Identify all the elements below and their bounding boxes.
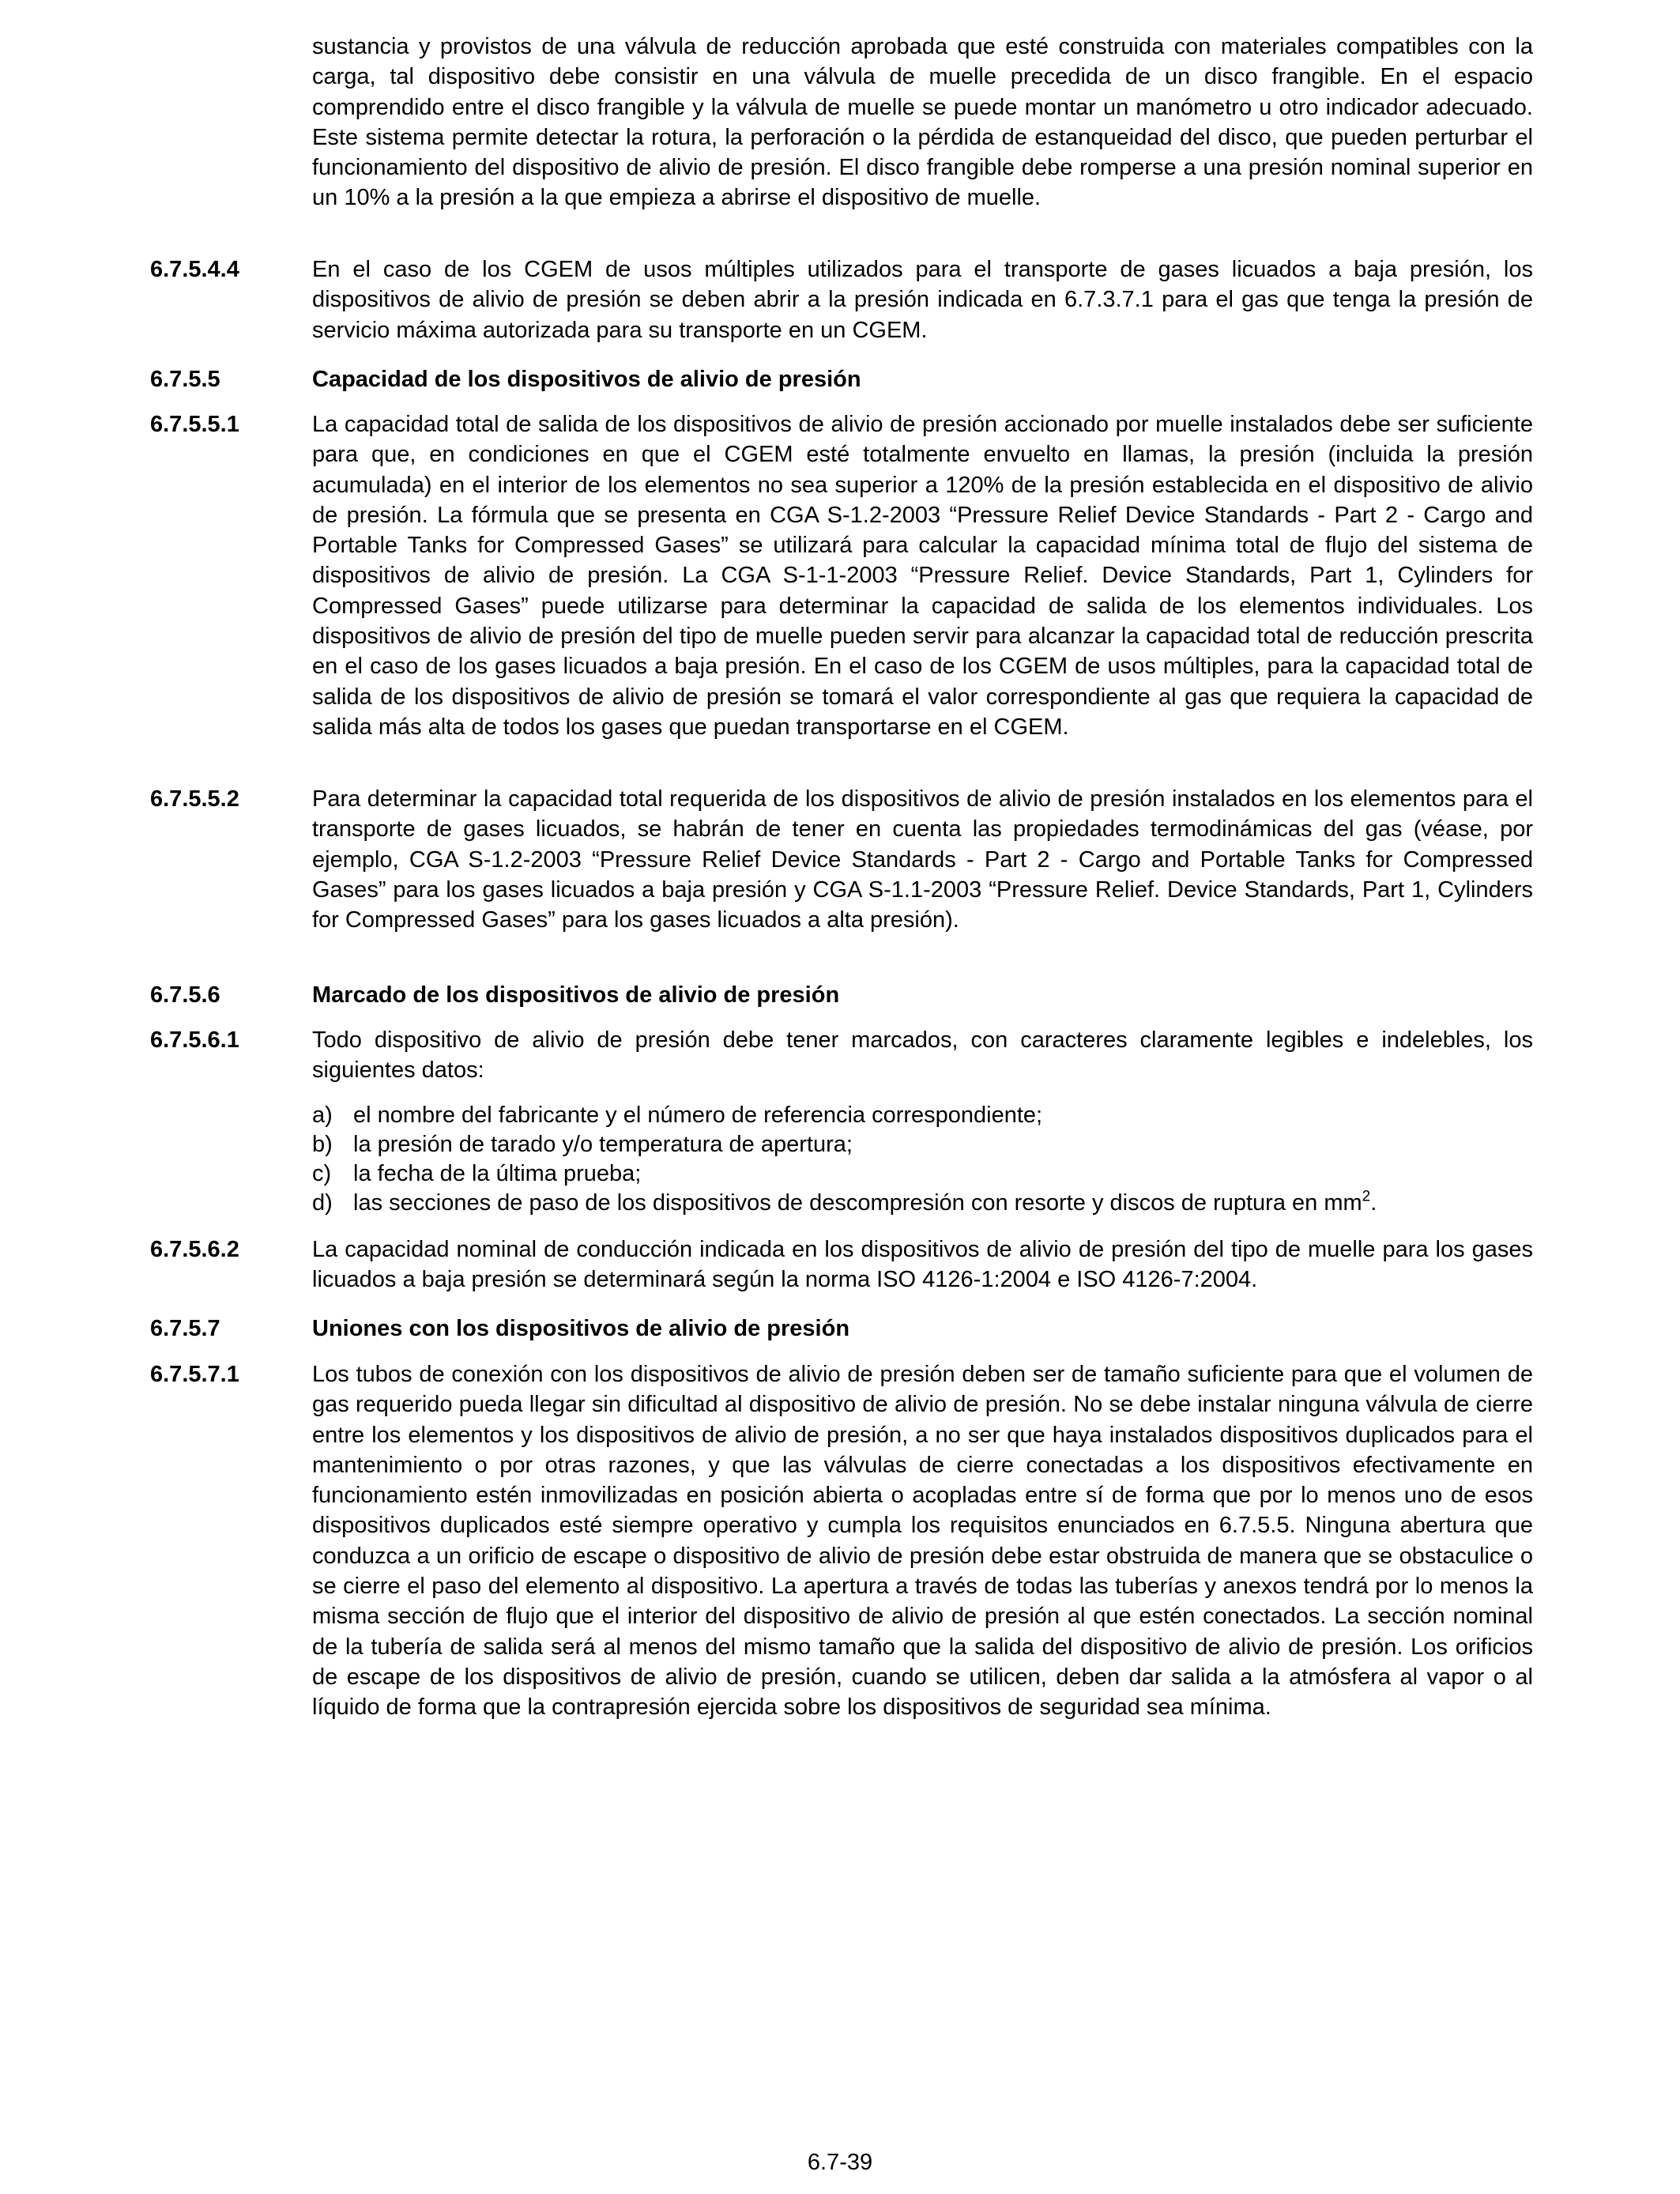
section-6-7-5-6-1 [150,1025,1533,1086]
list-marker: d) [312,1190,333,1216]
list-item-text: el nombre del fabricante y el número de referencia correspondiente; [353,1103,1043,1128]
paragraph-continuation [150,32,1533,213]
heading-6-7-5-6 [150,980,1533,1010]
section-text: En el caso de los CGEM de usos múltiples utilizados para el transporte de gases licuados a baja presión, los dispositivos de alivio de presión se deben abrir a la presión indicada en 6.7.3.7.1 para el gas que tenga la presión de servicio máxima autorizada para su transporte en un CGEM. [312,257,1533,343]
section-number: 6.7.5.5.1 [150,412,239,437]
section-6-7-5-6-2 [150,1235,1533,1295]
section-6-7-5-7-1 [150,1359,1533,1723]
list-item-text [353,1189,1533,1218]
section-text: Todo dispositivo de alivio de presión debe tener marcados, con caracteres claramente legibles e indelebles, los siguientes datos: [312,1027,1533,1084]
list-marker: b) [312,1132,333,1157]
heading-number: 6.7.5.7 [150,1316,220,1341]
list-item-text: la presión de tarado y/o temperatura de apertura; [353,1132,853,1157]
section-text: Para determinar la capacidad total requerida de los dispositivos de alivio de presión instalados en los elementos para el transporte de gases licuados, se habrán de tener en cuenta las propiedades termodinámicas del gas (véase, por ejemplo, CGA S-1.2-2003 “Pressure Relief Device Standards - Part 2 - Cargo and Portable Tanks for Compressed Gases” para los gases licuados a baja presión y CGA S-1.1-2003 “Pressure Relief. Device Standards, Part 1, Cylinders for Compressed Gases” para los gases licuados a alta presión). [312,786,1533,933]
list-marker: a) [312,1103,333,1128]
section-text: Los tubos de conexión con los dispositivos de alivio de presión deben ser de tamaño suficiente para que el volumen de gas requerido pueda llegar sin dificultad al dispositivo de alivio de presión. No se debe instalar ninguna válvula de cierre entre los elementos y los dispositivos de alivio de presión, a no ser que haya instalados dispositivos duplicados para el mantenimiento o por otras razones, y que las válvulas de cierre conectadas a los dispositivos efectivamente en funcionamiento estén inmovilizadas en posición abierta o acopladas entre sí de forma que por lo menos uno de esos dispositivos duplicados esté siempre operativo y cumpla los requisitos enunciados en 6.7.5.5. Ninguna abertura que conduzca a un orificio de escape o dispositivo de alivio de presión debe estar obstruida de manera que se obstaculice o se cierre el paso del elemento al dispositivo. La apertura a través de todas las tuberías y anexos tendrá por lo menos la misma sección de flujo que el interior del dispositivo de alivio de presión al que estén conectados. La sección nominal de la tubería de salida será al menos del mismo tamaño que la salida del dispositivo de alivio de presión. Los orificios de escape de los dispositivos de alivio de presión, cuando se utilicen, deben dar salida a la atmósfera al vapor o al líquido de forma que la contrapresión ejercida sobre los dispositivos de seguridad sea mínima. [312,1362,1533,1721]
section-number: 6.7.5.7.1 [150,1362,239,1387]
heading-6-7-5-5 [150,364,1533,394]
section-number: 6.7.5.4.4 [150,257,239,282]
list-item [312,1159,1533,1189]
superscript: 2 [1362,1188,1371,1205]
heading-number: 6.7.5.6 [150,982,220,1008]
section-number: 6.7.5.6.1 [150,1027,239,1053]
list-marker: c) [312,1161,332,1186]
section-text: La capacidad nominal de conducción indicada en los dispositivos de alivio de presión del tipo de muelle para los gases licuados a baja presión se determinará según la norma ISO 4126-1:2004 e ISO 4126-7:2004. [312,1237,1533,1293]
list-item-text-tail: . [1370,1190,1377,1216]
list-item [312,1130,1533,1159]
section-number: 6.7.5.5.2 [150,786,239,812]
section-text: La capacidad total de salida de los dispositivos de alivio de presión accionado por muelle instalados debe ser suficiente para que, en condiciones en que el CGEM esté totalmente envuelto en llamas, la presión (incluida la presión acumulada) en el interior de los elementos no sea superior a 120% de la presión establecida en el dispositivo de alivio de presión. La fórmula que se presenta en CGA S-1.2-2003 “Pressure Relief Device Standards - Part 2 - Cargo and Portable Tanks for Compressed Gases” se utilizará para calcular la capacidad mínima total de flujo del sistema de dispositivos de alivio de presión. La CGA S-1-1-2003 “Pressure Relief. Device Standards, Part 1, Cylinders for Compressed Gases” puede utilizarse para determinar la capacidad de salida de los elementos individuales. Los dispositivos de alivio de presión del tipo de muelle pueden servir para alcanzar la capacidad total de reducción prescrita en el caso de los gases licuados a baja presión. En el caso de los CGEM de usos múltiples, para la capacidad total de salida de los dispositivos de alivio de presión se tomará el valor correspondiente al gas que requiera la capacidad de salida más alta de todos los gases que puedan transportarse en el CGEM. [312,412,1533,740]
list-item-text-main: las secciones de paso de los dispositivos de descompresión con resorte y discos de ruptura en mm [353,1190,1362,1216]
list-item-text: la fecha de la última prueba; [353,1161,642,1186]
list-item [312,1101,1533,1130]
section-6-7-5-4-4 [150,254,1533,345]
section-6-7-5-5-1 [150,409,1533,742]
heading-6-7-5-7 [150,1314,1533,1344]
section-6-7-5-5-2 [150,784,1533,935]
marking-list [150,1101,1533,1218]
heading-title: Uniones con los dispositivos de alivio de presión [312,1316,850,1341]
list-item [312,1189,1533,1218]
heading-title: Marcado de los dispositivos de alivio de presión [312,982,840,1008]
heading-number: 6.7.5.5 [150,367,220,392]
section-number: 6.7.5.6.2 [150,1237,239,1262]
paragraph-text: sustancia y provistos de una válvula de reducción aprobada que esté construida con materiales compatibles con la carga, tal dispositivo debe consistir en una válvula de muelle precedida de un disco frangible. En el espacio comprendido entre el disco frangible y la válvula de muelle se puede montar un manómetro u otro indicador adecuado. Este sistema permite detectar la rotura, la perforación o la pérdida de estanqueidad del disco, que pueden perturbar el funcionamiento del dispositivo de alivio de presión. El disco frangible debe romperse a una presión nominal superior en un 10% a la presión a la que empieza a abrirse el dispositivo de muelle. [312,34,1533,211]
page-number: 6.7-39 [807,2150,873,2175]
heading-title: Capacidad de los dispositivos de alivio de presión [312,367,861,392]
